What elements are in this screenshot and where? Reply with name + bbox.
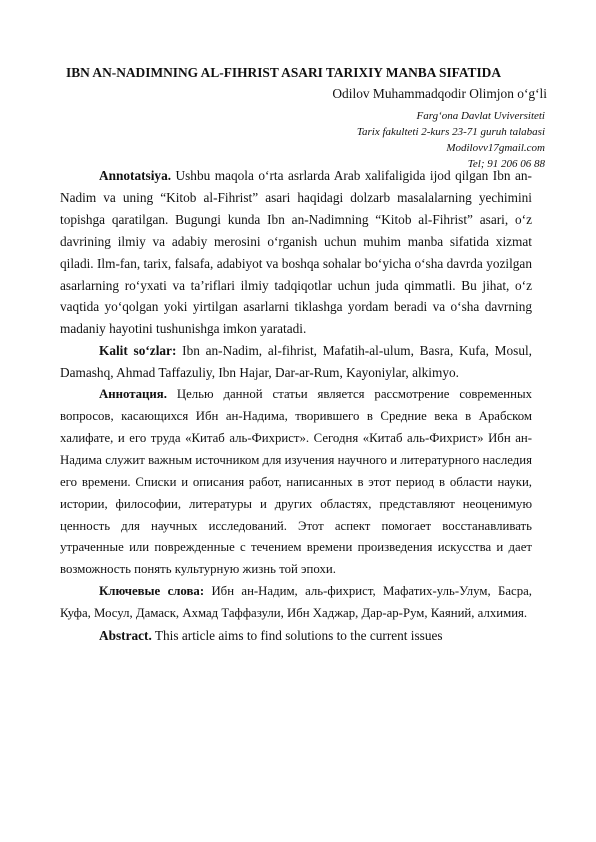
keywords-uz-label: Kalit so‘zlar:: [99, 343, 177, 359]
university-line: Farg‘ona Davlat Uviversiteti: [416, 110, 545, 122]
annotation-uz-paragraph: [60, 165, 532, 340]
keywords-uz-text: Ibn an-Nadim, al-fihrist, Mafatih-al-ulum, Basra, Kufa, Mosul, Damashq, Ahmad Taffazuliy, Ibn Hajar, Dar-ar-Rum, Kayoniylar, alkimyo.: [60, 343, 532, 381]
keywords-uz-paragraph: [60, 340, 532, 384]
annotation-ru-text: Целью данной статьи является рассмотрение современных вопросов, касающихся Ибн ан-Надима, творившего в Средние века в Арабском халифате, и его труда «Китаб аль-Фихрист». Сегодня «Китаб аль-Фихрист» Ибн ан-Надима служит важным источником для изучения научного и литературного наследия его времени. Списки и описания работ, написанных в этот период в области науки, истории, философии, литературы и других областях, представляют неоценимую ценность для научных исследований. Этот аспект помогает восстанавливать утраченные или поврежденные с течением времени произведения искусства и дает возможность понять культурную жизнь той эпохи.: [60, 387, 532, 577]
abstract-en-text: This article aims to find solutions to the current issues: [151, 628, 443, 644]
annotation-ru-label: Аннотация.: [99, 387, 167, 402]
faculty-line: Tarix fakulteti 2-kurs 23-71 guruh talabasi: [356, 126, 545, 138]
article-body: [60, 165, 532, 647]
annotation-uz-text: Ushbu maqola o‘rta asrlarda Arab xalifaligida ijod qilgan Ibn an-Nadim va uning “Kitob al-Fihrist” asari haqidagi dolzarb masalalarning yechimini topishga qaratilgan. Bugungi kunda Ibn an-Nadimning “Kitob al-Fihrist” asari, o‘z davrining ilmiy va adabiy merosini o‘rganish uchun muhim manba sifatida xizmat qiladi. Ilm-fan, tarix, falsafa, adabiyot va boshqa sohalar bo‘yicha o‘sha davrda yozilgan asarlarning ro‘yxati va ta’riflari ilmiy tadqiqotlar uchun juda qimmatli. Bu jihat, o‘z vaqtida yo‘qolgan yoki yirtilgan asarlarni tiklashga yordam beradi va o‘sha davrning madaniy hayotini tushunishga imkon yaratadi.: [60, 168, 532, 337]
keywords-ru-paragraph: [60, 581, 532, 625]
email-line: Modilovv17gmail.com: [446, 142, 545, 154]
author-name: Odilov Muhammadqodir Olimjon o‘g‘li: [332, 86, 547, 101]
phone-line: Tel; 91 206 06 88: [467, 158, 545, 170]
article-title: IBN AN-NADIMNING AL-FIHRIST ASARI TARIXIY MANBA SIFATIDA: [66, 65, 502, 80]
abstract-en-label: Abstract.: [99, 628, 152, 644]
annotation-uz-label: Annotatsiya.: [99, 168, 172, 183]
keywords-ru-text: Ибн ан-Надим, аль-фихрист, Мафатих-уль-Улум, Басра, Куфа, Мосул, Дамаск, Ахмад Таффазули, Ибн Хаджар, Дар-ар-Рум, Каяний, алхимия.: [60, 584, 532, 621]
author-affiliation: [357, 108, 545, 172]
abstract-en-paragraph: [60, 625, 532, 647]
annotation-ru-paragraph: [60, 384, 532, 581]
keywords-ru-label: Ключевые слова:: [99, 584, 205, 599]
